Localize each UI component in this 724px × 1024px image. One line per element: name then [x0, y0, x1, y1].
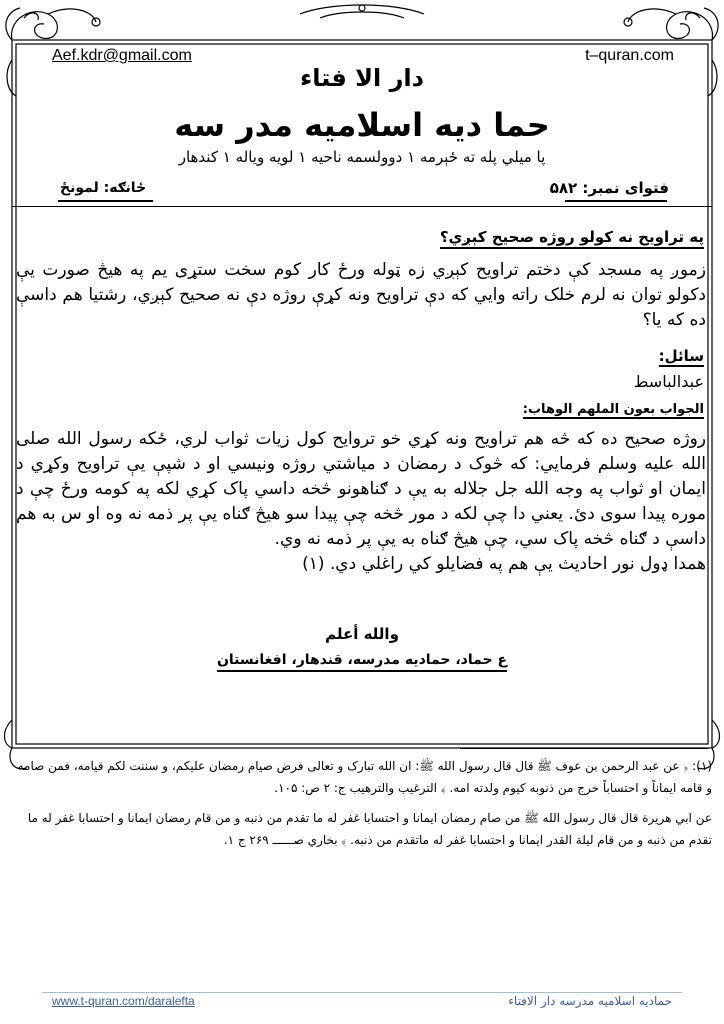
fatwa-number: فتوای نمبر: ۵۸۲ [549, 179, 669, 197]
madrasa-title: حما دیه اسلامیه مدر سه [174, 106, 550, 144]
divider [12, 206, 712, 207]
address: پا میلي پله ته ځېرمه ۱ دوولسمه ناحیه ۱ لویه ویاله ۱ کندهار [178, 148, 546, 166]
divider [58, 200, 153, 202]
contact-email[interactable]: Aef.kdr@gmail.com [52, 47, 192, 64]
signature-text: ع حماد، حمادیه مدرسه، قندهار، افغانستان [217, 652, 507, 672]
footnote-1: (۱): ﴿ عن عبد الرحمن بن عوف ﷺ قال قال رسول الله ﷺ: ان الله تبارک و تعالی فرض صیام رمضان علیکم، و سننت لکم قیامه، فمن صامه و قامه ایماناً و احتساباً خرج من ذنوبه کیوم ولدته امه. ﴾ الترغیب والترهیب ج: ۲ ص: ۱۰۵. [17, 759, 712, 795]
divider [565, 200, 667, 202]
signature [0, 652, 724, 668]
wallahu-alam: والله أعلم [325, 625, 399, 643]
dar-al-ifta-title: دار الا فتاء [300, 64, 424, 92]
answer-label: الجواب بعون الملهم الوهاب: [522, 402, 704, 417]
footer-divider [42, 992, 682, 993]
top-center-ornament [300, 5, 424, 18]
footer-url-link[interactable]: www.t-quran.com/daralefta [52, 994, 195, 1008]
asker-name: عبدالباسط [633, 372, 704, 391]
footnote-divider [460, 748, 708, 749]
answer-closing: همدا ډول نور احادیث یې هم په فضایلو کي راغلي دي. (۱) [302, 554, 706, 574]
section-name: ځانګه: لمونځ [60, 180, 147, 196]
answer-body: روژه صحیح ده که څه هم تراویح ونه کړي خو تروایح کول زیات ثواب لري، ځکه رسول الله صلی الله علیه وسلم فرمایي: که څوک د رمضان د میاشتي روژه ونیسي او د شپې یې تراویح وکړي د ایمان او ثواب په وجه الله جل جلاله به یې د ګناهونو څخه داسي پاک کړي لکه په کومه ورځ چې د موره پیدا سوی دئ. یعني دا چې لکه د مور څخه چې پیدا سو هیڅ ګناه یې پر ذمه نه وه او س به هم داسې د ګناه څخه پاک سي، چې هیڅ ګناه به یې پر ذمه نه وي. [16, 429, 706, 549]
footer-name: حمادیه اسلامیه مدرسه دار الافتاء [508, 994, 672, 1008]
question-title: په تراویح نه کولو روژه صحیح کېږي؟ [440, 228, 704, 249]
footnote-2: عن ابي هریرة قال قال رسول الله ﷺ من صام رمضان ایمانا و احتسابا غفر له ما تقدم من ذنبه و من قام رمضان ایمانا و احتسابا غفر له ما تقدم من ذنبه و من قام لیلة القدر ایمانا و احتسابا غفر له ماتقدم من ذنبه. ﴾ بخاري صــــــ ۲۶۹ ج ۱. [27, 811, 712, 847]
website-link[interactable]: t–quran.com [585, 47, 674, 64]
question-text: زموږ په مسجد کې دختم تراویح کېږي زه ټوله ورځ کار کوم سخت ستړی یم په هیڅ صورت یې دکولو توان نه لرم خلک راته وایي که دې تراویح ونه کړې روژه دې نه صحیح کېږي، رشتیا هم داسې ده که یا؟ [16, 260, 706, 330]
answer-text [16, 427, 706, 577]
asker-label: سائل: [658, 347, 704, 365]
